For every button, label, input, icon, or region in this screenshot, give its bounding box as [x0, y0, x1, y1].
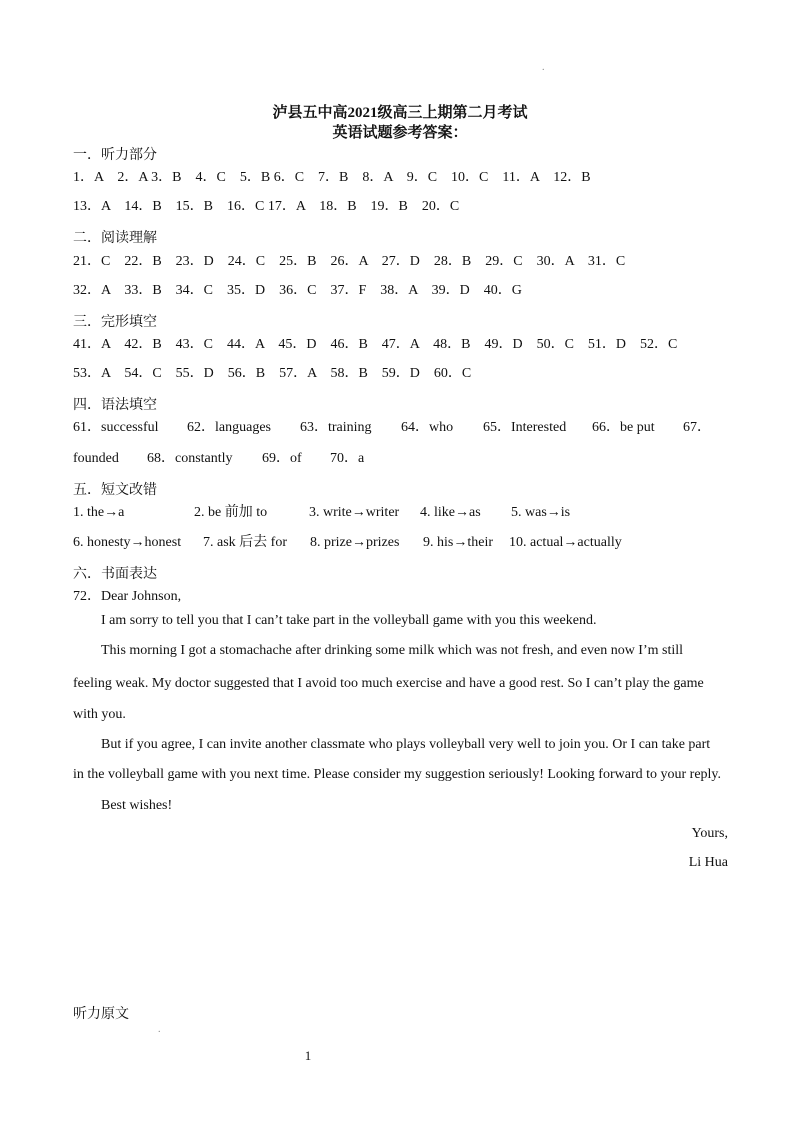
section-heading-transcript: 听力原文: [73, 1006, 129, 1022]
page-subtitle: 英语试题参考答案：: [332, 125, 468, 141]
scan-speck: .: [542, 62, 545, 73]
correction-answer: 3. write→writer: [309, 505, 400, 520]
section-heading-correction: 五．短文改错: [73, 482, 157, 498]
answer-line-reading-2: 32．A 33．B 34．C 35．D 36．C 37．F 38．A 39．D 40．G: [73, 283, 522, 298]
letter-sign-name: Li Hua: [688, 855, 728, 870]
page-number: 1: [304, 1048, 312, 1063]
letter-paragraph-3-line-1: But if you agree, I can invite another classmate who plays volleyball very well to join you. Or I can take part: [101, 737, 711, 752]
correction-answer: 5. was→is: [511, 505, 571, 520]
grammar-answer: 64．who: [401, 420, 454, 435]
answer-line-reading-1: 21．C 22．B 23．D 24．C 25．B 26．A 27．D 28．B 29．C 30．A 31．C: [73, 254, 626, 269]
correction-answer: 8. prize→prizes: [310, 535, 400, 550]
correction-answer: 10. actual→actually: [509, 535, 622, 550]
section-heading-listening: 一．听力部分: [73, 147, 157, 163]
letter-paragraph-1: I am sorry to tell you that I can’t take part in the volleyball game with you this weekend.: [101, 613, 597, 628]
correction-answer: 6. honesty→honest: [73, 535, 182, 550]
section-heading-grammar: 四．语法填空: [73, 397, 157, 413]
letter-sign-yours: Yours,: [691, 826, 728, 841]
answer-line-cloze-2: 53．A 54．C 55．D 56．B 57．A 58．B 59．D 60．C: [73, 366, 472, 381]
grammar-row-2: [73, 447, 364, 467]
grammar-answer: 63．training: [300, 420, 372, 435]
section-heading-reading: 二．阅读理解: [73, 230, 157, 246]
grammar-answer: 68．constantly: [147, 451, 233, 466]
grammar-answer: 67．: [683, 420, 711, 435]
letter-greeting: 72．Dear Johnson,: [73, 589, 182, 604]
grammar-answer: 62．languages: [187, 420, 271, 435]
correction-answer: 7. ask 后去 for: [203, 535, 287, 550]
letter-closing: Best wishes!: [101, 798, 173, 813]
section-heading-cloze: 三．完形填空: [73, 314, 157, 330]
page-title: 泸县五中高2021级高三上期第二月考试: [272, 105, 528, 121]
grammar-answer: founded: [73, 451, 119, 466]
answer-line-listening-2: 13．A 14．B 15．B 16．C 17．A 18．B 19．B 20．C: [73, 199, 460, 214]
grammar-answer: 65．Interested: [483, 420, 567, 435]
letter-paragraph-3-line-2: in the volleyball game with you next time. Please consider my suggestion seriously! Looking forward to your reply.: [73, 767, 722, 782]
answer-line-cloze-1: 41．A 42．B 43．C 44．A 45．D 46．B 47．A 48．B 49．D 50．C 51．D 52．C: [73, 337, 678, 352]
scan-speck: .: [158, 1024, 161, 1035]
correction-answer: 1. the→a: [73, 505, 125, 520]
section-heading-writing: 六．书面表达: [73, 566, 157, 582]
correction-answer: 2. be 前加 to: [194, 505, 268, 520]
letter-paragraph-2-line-1: This morning I got a stomachache after drinking some milk which was not fresh, and even now I’m still: [101, 643, 684, 658]
grammar-answer: 66．be put: [592, 420, 655, 435]
correction-row-2: [73, 531, 622, 551]
answer-line-listening-1: 1．A 2．A 3．B 4．C 5．B 6．C 7．B 8．A 9．C 10．C 11．A 12．B: [73, 170, 591, 185]
grammar-answer: 69．of: [262, 451, 302, 466]
grammar-answer: 61．successful: [73, 420, 159, 435]
letter-paragraph-2-line-2: feeling weak. My doctor suggested that I avoid too much exercise and have a good rest. So I can’t play the game: [73, 676, 704, 691]
grammar-row-1: [73, 416, 711, 436]
correction-row-1: [73, 501, 570, 521]
correction-answer: 4. like→as: [420, 505, 481, 520]
correction-answer: 9. his→their: [423, 535, 493, 550]
letter-paragraph-2-line-3: with you.: [73, 707, 126, 722]
grammar-answer: 70．a: [330, 451, 365, 466]
